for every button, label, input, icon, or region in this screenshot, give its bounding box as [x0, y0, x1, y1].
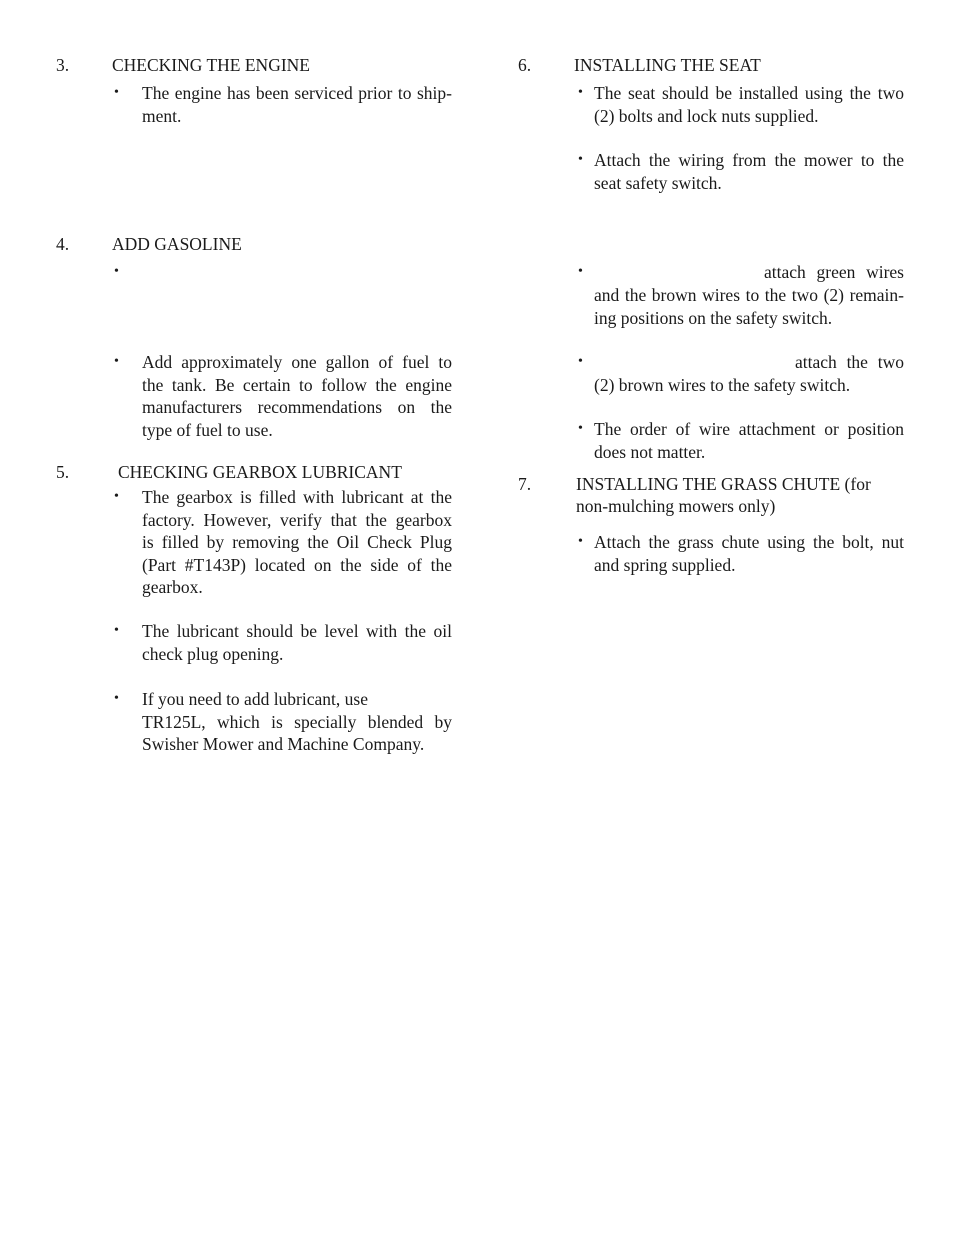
section-6-bullet-3 — [594, 284, 904, 329]
text-line: and spring supplied. — [594, 554, 736, 575]
bullet-icon: • — [114, 623, 119, 638]
bullet-icon: • — [578, 152, 583, 167]
section-4-number: 4. — [56, 234, 70, 254]
bullet-icon: • — [578, 85, 583, 100]
text-line: (2) brown wires to the safety switch. — [594, 375, 851, 395]
section-6-bullet-5 — [594, 418, 904, 463]
text-line: type of fuel to use. — [142, 419, 273, 440]
section-5-bullet-1 — [142, 486, 452, 599]
section-5-title: CHECKING GEARBOX LUBRICANT — [118, 462, 402, 482]
text-line: the tank. Be certain to follow the engine — [142, 374, 452, 395]
section-7-title-line-1: INSTALLING THE GRASS CHUTE (for — [576, 474, 871, 494]
section-6-bullet-3-first: attach green wires — [764, 262, 904, 282]
text-line: (2) bolts and lock nuts supplied. — [594, 105, 819, 126]
section-3-bullet-1 — [142, 82, 452, 127]
text-line: is filled by removing the Oil Check Plug — [142, 532, 452, 552]
text-line: Swisher Mower and Machine Company. — [142, 734, 425, 754]
text-line: The lubricant should be level with the oil — [142, 621, 452, 641]
text-line: ment. — [142, 105, 182, 126]
text-line: The seat should be installed using the two — [594, 83, 904, 103]
text-line: check plug opening. — [142, 643, 284, 664]
section-3-number: 3. — [56, 55, 70, 75]
section-5-bullet-3 — [142, 688, 452, 756]
section-6-bullet-2 — [594, 149, 904, 194]
text-line: Attach the grass chute using the bolt, nut — [594, 532, 904, 552]
text-line: If you need to add lubricant, use — [142, 689, 368, 709]
text-line: The engine has been serviced prior to ship- — [142, 83, 452, 103]
bullet-icon: • — [578, 264, 583, 279]
bullet-icon: • — [114, 691, 119, 706]
bullet-icon: • — [114, 489, 119, 504]
text-line: and the brown wires to the two (2) remain- — [594, 285, 904, 305]
text-line: Add approximately one gallon of fuel to — [142, 352, 452, 372]
section-5-bullet-2 — [142, 620, 452, 665]
section-7-number: 7. — [518, 474, 532, 494]
section-7-bullet-1 — [594, 531, 904, 576]
section-7-title-line-2: non-mulching mowers only) — [576, 496, 776, 516]
bullet-icon: • — [114, 354, 119, 369]
text-line: factory. However, verify that the gearbox — [142, 509, 452, 530]
section-4-title: ADD GASOLINE — [112, 234, 242, 254]
text-line: Attach the wiring from the mower to the — [594, 150, 904, 170]
bullet-icon: • — [114, 264, 119, 279]
section-6-bullet-1 — [594, 82, 904, 127]
section-5-number: 5. — [56, 462, 70, 482]
text-line: The order of wire attachment or position — [594, 419, 904, 439]
text-line: does not matter. — [594, 441, 706, 462]
section-6-bullet-4 — [594, 374, 904, 397]
section-6-bullet-4-first: attach the two — [795, 352, 904, 372]
text-line: TR125L, which is specially blended by — [142, 711, 452, 732]
section-4-bullet-2 — [142, 351, 452, 441]
bullet-icon: • — [578, 421, 583, 436]
bullet-icon: • — [578, 354, 583, 369]
section-6-title: INSTALLING THE SEAT — [574, 55, 761, 75]
section-6-number: 6. — [518, 55, 532, 75]
bullet-icon: • — [114, 85, 119, 100]
text-line: manufacturers recommendations on the — [142, 397, 452, 417]
section-3-title: CHECKING THE ENGINE — [112, 55, 310, 75]
text-line: (Part #T143P) located on the side of the — [142, 554, 452, 575]
text-line: The gearbox is filled with lubricant at the — [142, 487, 452, 507]
bullet-icon: • — [578, 534, 583, 549]
text-line: gearbox. — [142, 577, 203, 597]
text-line: ing positions on the safety switch. — [594, 307, 833, 328]
text-line: seat safety switch. — [594, 172, 722, 193]
